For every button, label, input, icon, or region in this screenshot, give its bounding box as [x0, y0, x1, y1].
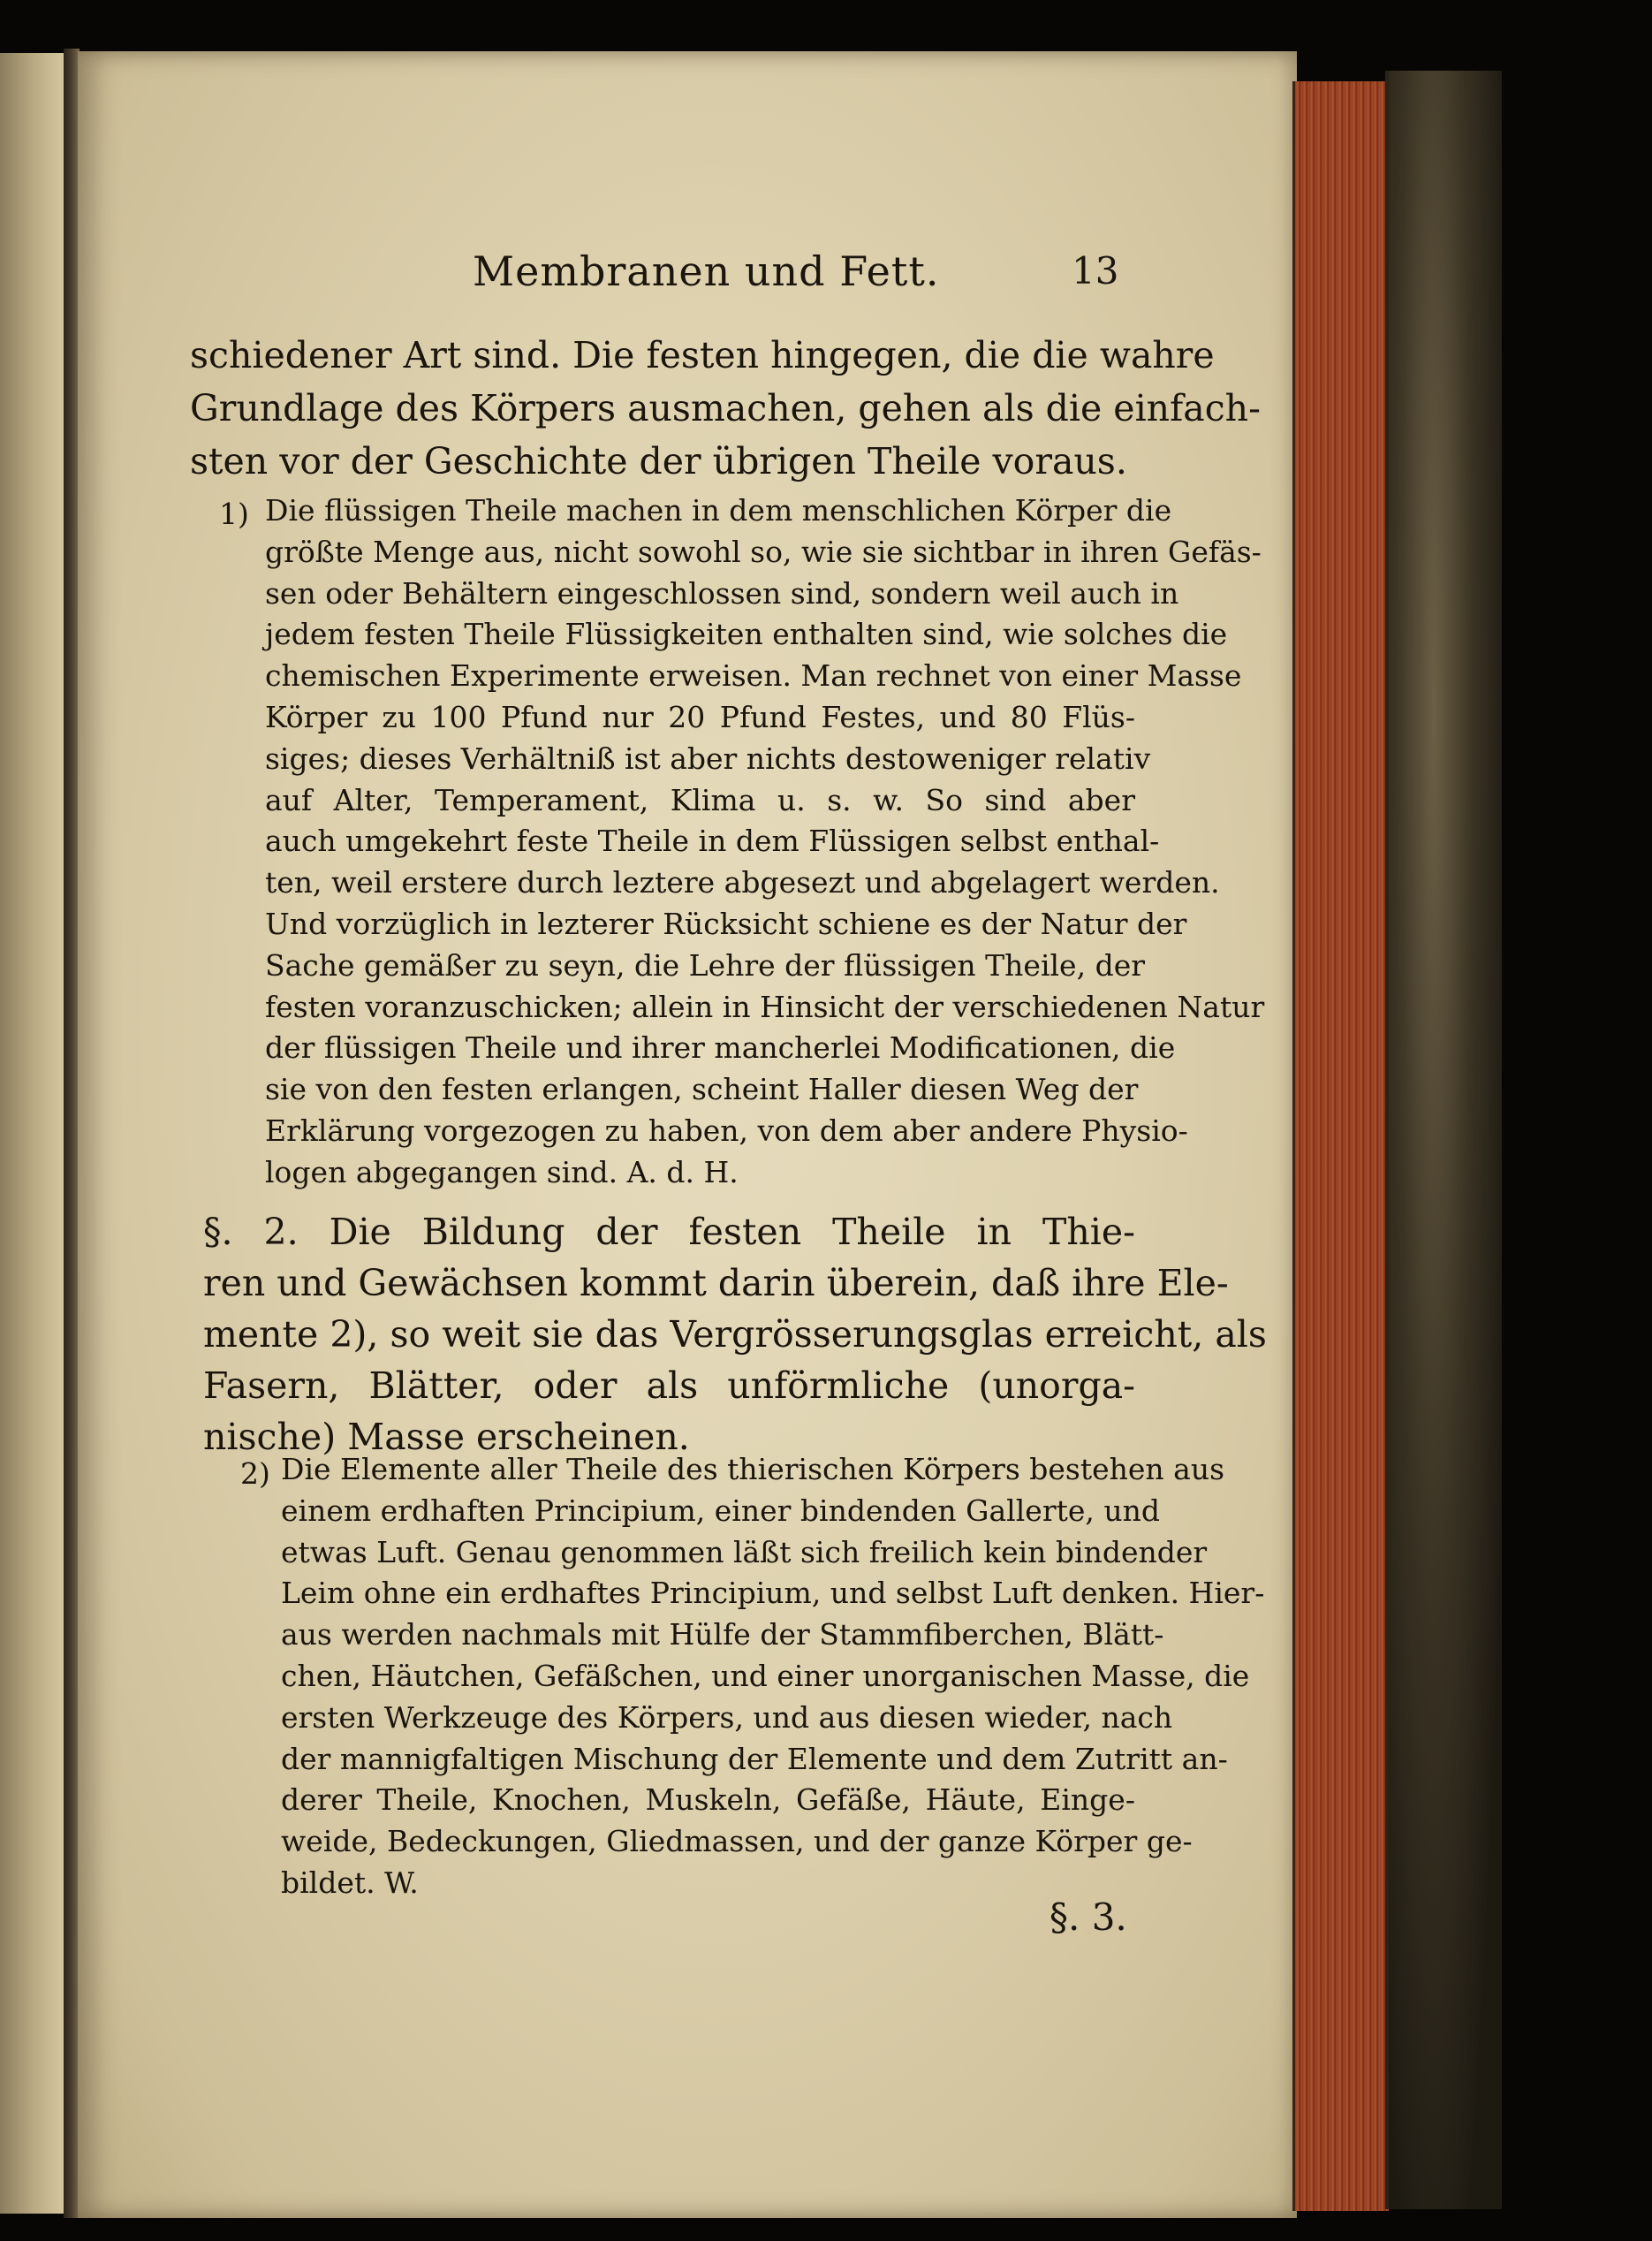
intro-line: sten vor der Geschichte der übrigen Theile voraus. [190, 440, 1127, 482]
footnote-line: auf Alter, Temperament, Klima u. s. w. So sind aber [265, 782, 1135, 817]
page-number: 13 [1072, 249, 1119, 292]
footnote-line: Die Elemente aller Theile des thierischen Körpers bestehen aus [281, 1452, 1225, 1486]
section-2-paragraph [203, 1206, 1267, 1462]
footnote-line: ersten Werkzeuge des Körpers, und aus diesen wieder, nach [281, 1699, 1173, 1735]
section-line: Fasern, Blätter, oder als unförmliche (unorga- [203, 1364, 1135, 1407]
footnote-line: der flüssigen Theile und ihrer mancherlei Modificationen, die [265, 1030, 1176, 1066]
footnote-line: der mannigfaltigen Mischung der Elemente und dem Zutritt an- [281, 1741, 1228, 1776]
footnote-line: jedem festen Theile Flüssigkeiten enthalten sind, wie solches die [265, 617, 1228, 652]
footnote-line: einem erdhaften Principium, einer bindenden Gallerte, und [281, 1493, 1160, 1528]
section-line: nische) Masse erscheinen. [203, 1416, 690, 1458]
intro-line: Grundlage des Körpers ausmachen, gehen als die einfach- [190, 387, 1261, 429]
intro-line: schiedener Art sind. Die festen hingegen, die die wahre [190, 334, 1215, 376]
footnote-line: derer Theile, Knochen, Muskeln, Gefäße, Häute, Einge- [281, 1782, 1135, 1818]
footnote-line: weide, Bedeckungen, Gliedmassen, und der ganze Körper ge- [281, 1824, 1193, 1859]
footnote-line: Die flüssigen Theile machen in dem menschlichen Körper die [265, 493, 1172, 528]
running-head-title: Membranen und Fett. [473, 247, 940, 295]
footnote-line: Körper zu 100 Pfund nur 20 Pfund Festes, und 80 Flüs- [265, 699, 1135, 734]
footnote-line: siges; dieses Verhältniß ist aber nichts destoweniger relativ [265, 741, 1151, 776]
footnote-line: aus werden nachmals mit Hülfe der Stammfiberchen, Blätt- [281, 1617, 1164, 1652]
section-line: mente 2), so weit sie das Vergrösserungsglas erreicht, als [203, 1313, 1267, 1356]
intro-paragraph [190, 329, 1261, 488]
footnote-line: chen, Häutchen, Gefäßchen, und einer unorganischen Masse, die [281, 1658, 1250, 1693]
footnote-line: etwas Luft. Genau genommen läßt sich freilich kein bindender [281, 1534, 1208, 1569]
cover-board [1385, 71, 1502, 2209]
footnote-line: festen voranzuschicken; allein in Hinsicht der verschiedenen Natur [265, 989, 1265, 1024]
footnote-line: Leim ohne ein erdhaftes Principium, und selbst Luft denken. Hier- [281, 1576, 1265, 1611]
footnote-1 [265, 490, 1265, 1194]
section-line: ren und Gewächsen kommt darin überein, daß ihre Ele- [203, 1262, 1229, 1304]
footnote-marker-1: 1) [219, 497, 249, 531]
footnote-line: Und vorzüglich in lezterer Rücksicht schiene es der Natur der [265, 906, 1187, 941]
footnote-line: Erklärung vorgezogen zu haben, von dem aber andere Physio- [265, 1113, 1188, 1148]
footnote-line: logen abgegangen sind. A. d. H. [265, 1154, 739, 1189]
footnote-line: bildet. W. [281, 1865, 419, 1900]
footnote-marker-2: 2) [240, 1456, 270, 1491]
footnote-2 [281, 1449, 1265, 1904]
footnote-line: sen oder Behältern eingeschlossen sind, sondern weil auch in [265, 575, 1179, 611]
left-page-edge [0, 53, 69, 2214]
footnote-line: sie von den festen erlangen, scheint Haller diesen Weg der [265, 1072, 1139, 1107]
catchword: §. 3. [1050, 1895, 1127, 1939]
footnote-line: chemischen Experimente erweisen. Man rechnet von einer Masse [265, 658, 1242, 694]
footnote-line: ten, weil erstere durch leztere abgesezt und abgelagert werden. [265, 865, 1220, 900]
footnote-line: auch umgekehrt feste Theile in dem Flüssigen selbst enthal- [265, 824, 1160, 859]
footnote-line: Sache gemäßer zu seyn, die Lehre der flüssigen Theile, der [265, 947, 1145, 983]
section-line: §. 2. Die Bildung der festen Theile in Thie- [203, 1211, 1135, 1253]
page-edges [1292, 81, 1389, 2211]
footnote-line: größte Menge aus, nicht sowohl so, wie sie sichtbar in ihren Gefäs- [265, 534, 1262, 569]
